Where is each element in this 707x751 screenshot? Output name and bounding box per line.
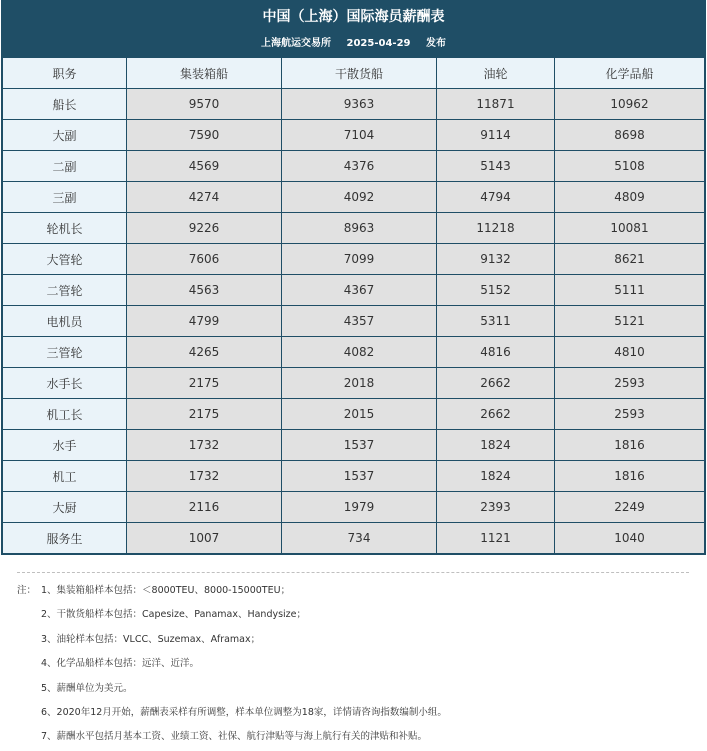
salary-value-cell: 4274 xyxy=(127,182,282,213)
note-text: 7、薪酬水平包括月基本工资、业绩工资、社保、航行津贴等与海上航行有关的津贴和补贴。 xyxy=(41,731,428,743)
note-item xyxy=(17,677,689,701)
salary-value-cell: 11218 xyxy=(437,213,555,244)
salary-value-cell: 1732 xyxy=(127,430,282,461)
column-header-oil-tanker: 油轮 xyxy=(437,57,555,89)
role-cell: 机工长 xyxy=(2,399,127,430)
table-row xyxy=(2,368,705,399)
note-text: 1、集装箱船样本包括：＜8000TEU、8000-15000TEU； xyxy=(41,585,291,596)
salary-value-cell: 8698 xyxy=(555,120,706,151)
role-cell: 三管轮 xyxy=(2,337,127,368)
salary-value-cell: 7104 xyxy=(282,120,437,151)
salary-value-cell: 9226 xyxy=(127,213,282,244)
table-header-row xyxy=(2,57,705,89)
salary-value-cell: 4376 xyxy=(282,151,437,182)
note-item xyxy=(17,579,689,603)
salary-value-cell: 1979 xyxy=(282,492,437,523)
salary-value-cell: 5121 xyxy=(555,306,706,337)
salary-value-cell: 4563 xyxy=(127,275,282,306)
table-row xyxy=(2,151,705,182)
salary-value-cell: 5143 xyxy=(437,151,555,182)
page-title: 中国（上海）国际海员薪酬表 xyxy=(262,9,445,25)
salary-value-cell: 2662 xyxy=(437,368,555,399)
table-row xyxy=(2,523,705,555)
salary-value-cell: 1816 xyxy=(555,430,706,461)
role-cell: 服务生 xyxy=(2,523,127,555)
salary-value-cell: 8963 xyxy=(282,213,437,244)
table-row xyxy=(2,213,705,244)
salary-value-cell: 2175 xyxy=(127,399,282,430)
salary-value-cell: 9363 xyxy=(282,89,437,120)
table-header-banner xyxy=(1,0,706,56)
salary-value-cell: 9114 xyxy=(437,120,555,151)
note-text: 4、化学品船样本包括：远洋、近洋。 xyxy=(41,658,200,670)
note-text: 2、干散货船样本包括：Capesize、Panamax、Handysize； xyxy=(41,609,307,621)
salary-value-cell: 4357 xyxy=(282,306,437,337)
note-text: 5、薪酬单位为美元。 xyxy=(41,682,133,694)
role-cell: 大副 xyxy=(2,120,127,151)
role-cell: 轮机长 xyxy=(2,213,127,244)
salary-value-cell: 1824 xyxy=(437,461,555,492)
note-item xyxy=(17,603,689,627)
notes-prefix: 注： xyxy=(17,585,37,596)
salary-value-cell: 1537 xyxy=(282,430,437,461)
table-row xyxy=(2,492,705,523)
salary-value-cell: 5311 xyxy=(437,306,555,337)
publish-date: 2025-04-29 xyxy=(346,38,411,49)
table-row xyxy=(2,244,705,275)
salary-value-cell: 734 xyxy=(282,523,437,555)
salary-value-cell: 2018 xyxy=(282,368,437,399)
salary-value-cell: 1007 xyxy=(127,523,282,555)
salary-value-cell: 8621 xyxy=(555,244,706,275)
column-header-chemical-tanker: 化学品船 xyxy=(555,57,706,89)
note-text: 6、2020年12月开始，薪酬表采样有所调整，样本单位调整为18家，详情请咨询指数编制小组。 xyxy=(41,706,447,718)
table-row xyxy=(2,120,705,151)
publish-action: 发布 xyxy=(425,38,446,49)
salary-value-cell: 1816 xyxy=(555,461,706,492)
salary-value-cell: 1121 xyxy=(437,523,555,555)
salary-value-cell: 2015 xyxy=(282,399,437,430)
salary-table xyxy=(1,56,706,555)
table-row xyxy=(2,306,705,337)
salary-value-cell: 1040 xyxy=(555,523,706,555)
table-row xyxy=(2,399,705,430)
column-header-bulk-carrier: 干散货船 xyxy=(282,57,437,89)
note-item xyxy=(17,725,689,749)
role-cell: 机工 xyxy=(2,461,127,492)
salary-value-cell: 2116 xyxy=(127,492,282,523)
salary-value-cell: 7099 xyxy=(282,244,437,275)
role-cell: 水手 xyxy=(2,430,127,461)
publish-info xyxy=(1,34,706,49)
salary-value-cell: 5111 xyxy=(555,275,706,306)
salary-value-cell: 9132 xyxy=(437,244,555,275)
salary-value-cell: 4092 xyxy=(282,182,437,213)
salary-value-cell: 11871 xyxy=(437,89,555,120)
role-cell: 船长 xyxy=(2,89,127,120)
salary-value-cell: 4265 xyxy=(127,337,282,368)
salary-value-cell: 4816 xyxy=(437,337,555,368)
salary-value-cell: 10962 xyxy=(555,89,706,120)
table-row xyxy=(2,337,705,368)
salary-value-cell: 2593 xyxy=(555,399,706,430)
salary-value-cell: 4809 xyxy=(555,182,706,213)
publisher-name: 上海航运交易所 xyxy=(261,38,332,49)
salary-value-cell: 4794 xyxy=(437,182,555,213)
salary-value-cell: 2593 xyxy=(555,368,706,399)
role-cell: 水手长 xyxy=(2,368,127,399)
role-cell: 电机员 xyxy=(2,306,127,337)
note-item xyxy=(17,652,689,676)
role-cell: 二管轮 xyxy=(2,275,127,306)
salary-value-cell: 2175 xyxy=(127,368,282,399)
salary-value-cell: 2249 xyxy=(555,492,706,523)
salary-value-cell: 4810 xyxy=(555,337,706,368)
note-item xyxy=(17,701,689,725)
table-row xyxy=(2,461,705,492)
column-header-container-ship: 集装箱船 xyxy=(127,57,282,89)
salary-value-cell: 4082 xyxy=(282,337,437,368)
salary-value-cell: 4367 xyxy=(282,275,437,306)
table-row xyxy=(2,430,705,461)
salary-value-cell: 10081 xyxy=(555,213,706,244)
salary-value-cell: 1537 xyxy=(282,461,437,492)
salary-value-cell: 7606 xyxy=(127,244,282,275)
salary-value-cell: 1824 xyxy=(437,430,555,461)
salary-value-cell: 5152 xyxy=(437,275,555,306)
table-row xyxy=(2,182,705,213)
role-cell: 二副 xyxy=(2,151,127,182)
column-header-role: 职务 xyxy=(2,57,127,89)
role-cell: 大厨 xyxy=(2,492,127,523)
note-item xyxy=(17,628,689,652)
table-row xyxy=(2,275,705,306)
salary-value-cell: 2393 xyxy=(437,492,555,523)
table-body xyxy=(2,89,705,555)
salary-value-cell: 2662 xyxy=(437,399,555,430)
salary-value-cell: 5108 xyxy=(555,151,706,182)
salary-value-cell: 7590 xyxy=(127,120,282,151)
salary-value-cell: 4799 xyxy=(127,306,282,337)
salary-value-cell: 4569 xyxy=(127,151,282,182)
table-row xyxy=(2,89,705,120)
note-text: 3、油轮样本包括：VLCC、Suzemax、Aframax； xyxy=(41,633,261,645)
salary-value-cell: 1732 xyxy=(127,461,282,492)
role-cell: 大管轮 xyxy=(2,244,127,275)
salary-value-cell: 9570 xyxy=(127,89,282,120)
role-cell: 三副 xyxy=(2,182,127,213)
notes-section xyxy=(17,572,689,750)
